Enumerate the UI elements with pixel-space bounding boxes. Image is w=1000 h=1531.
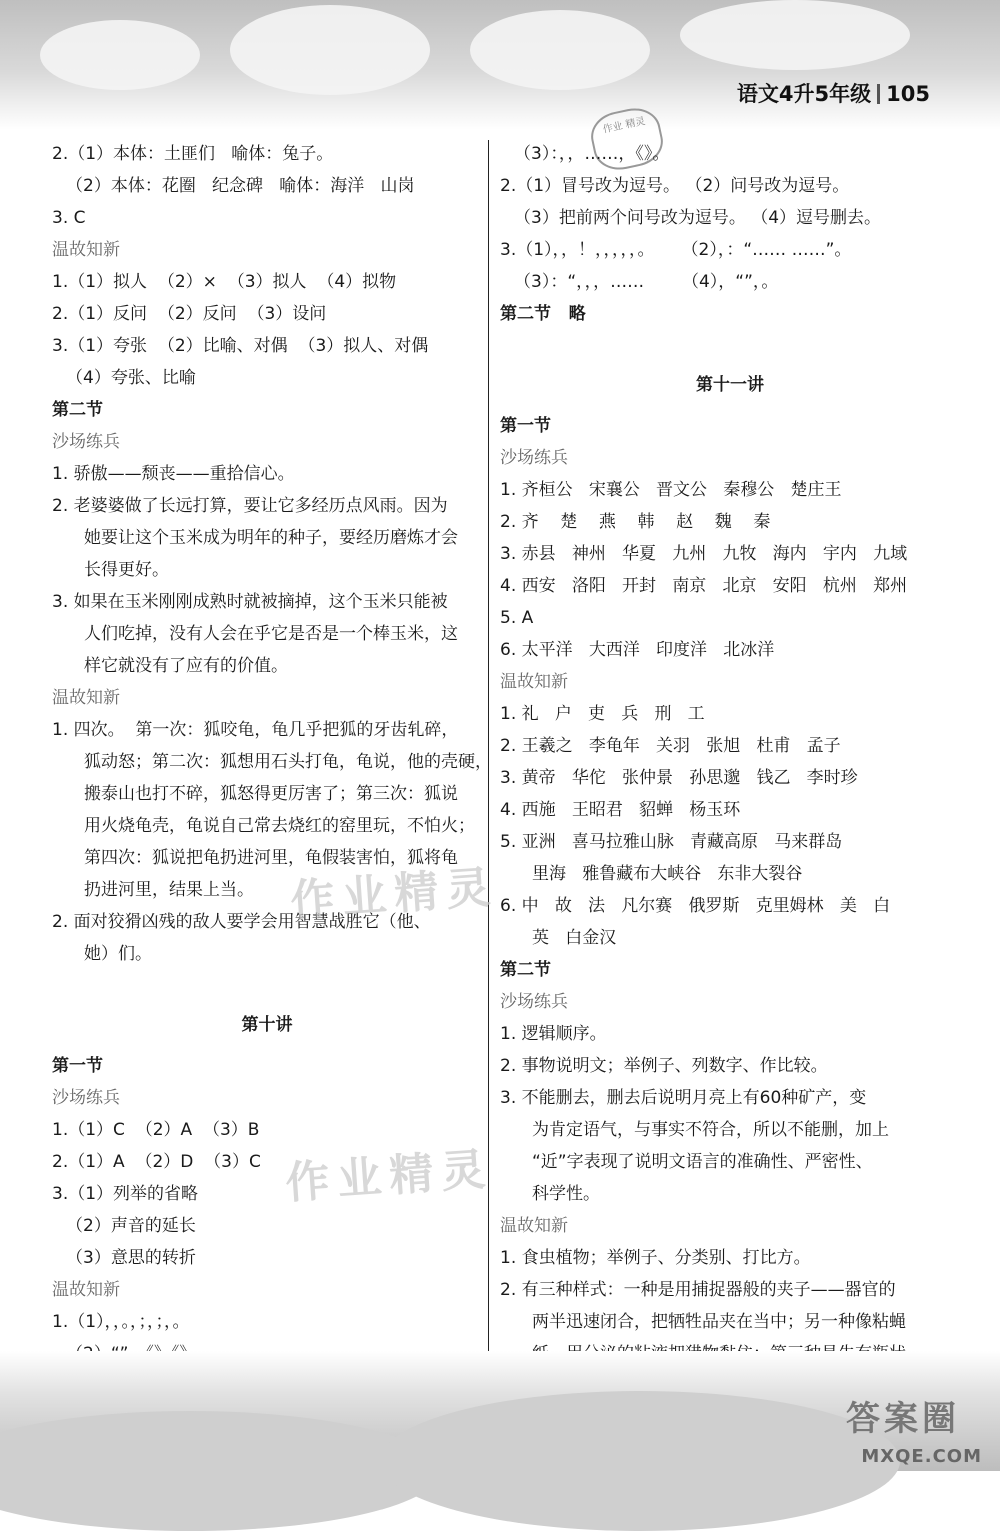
header-separator [877,84,880,104]
answer-line: 搬泰山也打不碎，狐怒得更厉害了；第三次：狐说 [84,784,458,804]
answer-line: 2.（1）A （2）D （3）C [52,1152,261,1172]
category-label: 温故知新 [52,1280,120,1300]
answer-line: 2. 事物说明文；举例子、列数字、作比较。 [500,1056,828,1076]
answer-line: 3. C [52,208,86,228]
page-header [737,78,930,108]
answer-line: 3.（1），，！，，，，，。 （2），：“…… ……”。 [500,240,852,260]
category-label: 温故知新 [500,1216,568,1236]
watermark: 作业精灵 [288,861,500,928]
answer-line: 她）们。 [84,944,152,964]
section-heading: 第二节 [500,960,551,980]
answer-line: 英 白金汉 [532,928,617,948]
cloud-decoration [680,0,910,70]
answer-line: 3. 不能删去，删去后说明月亮上有60种矿产，变 [500,1088,867,1108]
answer-line: 1.（1）C （2）A （3）B [52,1120,260,1140]
right-column [500,138,960,1370]
answer-line: 人们吃掉，没有人会在乎它是否是一个棒玉米，这 [84,624,458,644]
answer-line: 第四次：狐说把龟扔进河里，龟假装害怕，狐将龟 [84,848,458,868]
spacer [52,970,482,994]
answer-line: 1. 四次。 第一次：狐咬龟，龟几乎把狐的牙齿轧碎， [52,720,459,740]
answer-line: 5. A [500,608,534,628]
answer-line: 2.（1）冒号改为逗号。 （2）问号改为逗号。 [500,176,850,196]
cloud-decoration [230,5,430,95]
answer-line: 科学性。 [532,1184,600,1204]
section-heading: 第一节 [500,416,551,436]
answer-line: 3. 赤县 神州 华夏 九州 九牧 海内 宇内 九域 [500,544,908,564]
answer-line: 2.（1）反问 （2）反问 （3）设问 [52,304,327,324]
answer-line: 2.（1）本体：土匪们 喻体：兔子。 [52,144,334,164]
category-label: 温故知新 [500,672,568,692]
category-label: 温故知新 [52,240,120,260]
answer-line: 1. 骄傲——颓丧——重拾信心。 [52,464,295,484]
answer-line: 2. 老婆婆做了长远打算，要让它多经历点风雨。因为 [52,496,448,516]
answer-line: 2. 面对狡猾凶残的敌人要学会用智慧战胜它（他、 [52,912,431,932]
answer-line: 2. 有三种样式：一种是用捕捉器般的夹子——器官的 [500,1280,896,1300]
answer-line: 扔进河里，结果上当。 [84,880,254,900]
answer-line: 用火烧龟壳，龟说自己常去烧红的窑里玩，不怕火； [84,816,475,836]
answer-line: 3.（1）列举的省略 [52,1184,199,1204]
answer-line: 她要让这个玉米成为明年的种子，要经历磨炼才会 [84,528,458,548]
hill-decoration [0,1411,440,1531]
answer-line: （2）本体：花圈 纪念碑 喻体：海洋 山岗 [66,176,415,196]
answer-line: 6. 中 故 法 凡尔赛 俄罗斯 克里姆林 美 白 [500,896,891,916]
category-label: 沙场练兵 [500,448,568,468]
answer-line: （3）意思的转折 [66,1248,196,1268]
answer-line: 2. 齐 楚 燕 韩 赵 魏 秦 [500,512,771,532]
answer-line: 1. 齐桓公 宋襄公 晋文公 秦穆公 楚庄王 [500,480,842,500]
answer-line: 样它就没有了应有的价值。 [84,656,288,676]
answer-line: （3）：“，，，…… （4），“”，。 [514,272,779,292]
section-heading: 第二节 略 [500,304,586,324]
answer-line: 6. 太平洋 大西洋 印度洋 北冰洋 [500,640,775,660]
answer-line: （2）声音的延长 [66,1216,196,1236]
category-label: 沙场练兵 [500,992,568,1012]
answer-line: 3.（1）夸张 （2）比喻、对偶 （3）拟人、对偶 [52,336,429,356]
page-number: 105 [886,82,930,106]
answer-line: 5. 亚洲 喜马拉雅山脉 青藏高原 马来群岛 [500,832,843,852]
answer-line: 4. 西施 王昭君 貂蝉 杨玉环 [500,800,741,820]
answer-line: 为肯定语气，与事实不符合，所以不能删，加上 [532,1120,889,1140]
site-logo: 答案圈 [846,1399,960,1439]
answer-line: “近”字表现了说明文语言的准确性、严密性、 [532,1152,873,1172]
section-heading: 第一节 [52,1056,103,1076]
answer-line: （4）夸张、比喻 [66,368,196,388]
answer-line: 3. 黄帝 华佗 张仲景 孙思邈 钱乙 李时珍 [500,768,858,788]
category-label: 沙场练兵 [52,432,120,452]
stamp-mark: 作业 精灵 [587,103,668,174]
hill-decoration [380,1391,900,1531]
answer-line: 长得更好。 [84,560,169,580]
answer-line: 1. 礼 户 吏 兵 刑 工 [500,704,705,724]
header-background [0,0,1000,130]
site-url: MXQE.COM [861,1446,982,1467]
spacer [500,330,960,354]
answer-line: 里海 雅鲁藏布大峡谷 东非大裂谷 [532,864,803,884]
answer-line: 2. 王羲之 李龟年 关羽 张旭 杜甫 孟子 [500,736,841,756]
answer-line: 1.（1）拟人 （2）× （3）拟人 （4）拟物 [52,272,397,292]
category-label: 温故知新 [52,688,120,708]
cloud-decoration [40,20,200,90]
cloud-decoration [470,10,650,90]
book-title: 语文4升5年级 [736,82,872,106]
answer-line: 两半迅速闭合，把牺牲品夹在当中；另一种像粘蝇 [532,1312,906,1332]
lecture-title: 第十讲 [241,1015,293,1035]
answer-line: 狐动怒；第二次：狐想用石头打龟，龟说，他的壳硬， [84,752,492,772]
answer-line: 1. 逻辑顺序。 [500,1024,607,1044]
watermark: 作业精灵 [283,1143,495,1210]
answer-line: （3）：，，……，《》。 [514,144,670,164]
answer-line: 3. 如果在玉米刚刚成熟时就被摘掉，这个玉米只能被 [52,592,448,612]
lecture-title: 第十一讲 [696,375,764,395]
category-label: 沙场练兵 [52,1088,120,1108]
answer-line: 1. 食虫植物；举例子、分类别、打比方。 [500,1248,811,1268]
answer-line: 1.（1），，。，；，；，。 [52,1312,190,1332]
answer-line: 4. 西安 洛阳 开封 南京 北京 安阳 杭州 郑州 [500,576,908,596]
section-heading: 第二节 [52,400,103,420]
answer-line: （3）把前两个问号改为逗号。 （4）逗号删去。 [514,208,882,228]
